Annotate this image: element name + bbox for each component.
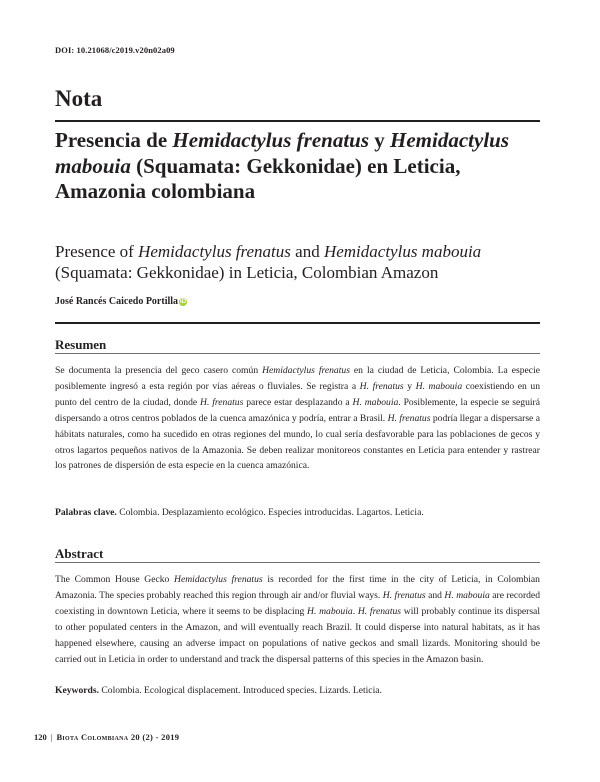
title-spanish: [55, 128, 525, 205]
title-en-part: Presence of: [55, 242, 139, 261]
title-es-species-1: Hemidactylus frenatus: [172, 128, 370, 152]
text-run: are recorded coexisting in downtown Leticia, where it seems to be displacing: [55, 589, 540, 617]
text-run: coexistiendo en un punto del centro de la ciudad, donde: [55, 380, 540, 408]
keywords-spanish: [55, 507, 540, 518]
species-name: H. frenatus: [200, 396, 244, 408]
section-label: Nota: [55, 86, 103, 111]
title-es-species-2: Hemidactylus mabouia: [55, 128, 510, 178]
text-run: y: [403, 380, 416, 392]
keywords-text: Colombia. Ecological displacement. Introduced species. Lizards. Leticia.: [98, 685, 382, 696]
abstract-paragraph: [55, 572, 540, 667]
journal-name: Biota Colombiana 20 (2) - 2019: [56, 732, 180, 742]
species-name: H. mabouia: [444, 589, 490, 601]
text-run: . Posiblemente, la especie se seguirá dispersando a otros centros poblados de la cuenca amazónica y podría, entrar a Brasil.: [55, 396, 540, 424]
resumen-paragraph: [55, 363, 540, 474]
abstract-rule: [55, 562, 540, 563]
title-en-part: and: [290, 242, 324, 261]
species-name: Hemidactylus frenatus: [262, 365, 350, 376]
orcid-icon[interactable]: iD: [180, 299, 187, 305]
doi-line: DOI: 10.21068/c2019.v20n02a09: [55, 45, 175, 55]
keywords-label: Palabras clave.: [55, 507, 117, 518]
title-es-part: y: [369, 128, 391, 152]
text-run: and: [425, 589, 445, 601]
text-run: will probably continue its dispersal to other populated centers in the Amazon, and will eventually reach Brazil. It could disperse into natural habitats, as it has happened elsewhere, causing an adverse impact on populations of native geckos and small lizards. Monitoring should be carried out in Leticia in order to understand and track the dispersal patterns of this species in the Amazon basin.: [55, 605, 540, 665]
title-en-species-1: Hemidactylus frenatus: [138, 242, 291, 261]
page-footer: [34, 732, 179, 742]
keywords-label: Keywords.: [55, 685, 99, 696]
abstract-heading: Abstract: [55, 546, 104, 561]
resumen-rule: [55, 353, 540, 354]
species-name: Hemidactylus frenatus: [174, 574, 263, 585]
keywords-text: Colombia. Desplazamiento ecológico. Especies introducidas. Lagartos. Leticia.: [116, 507, 424, 518]
title-es-part: (Squamata: Gekkonidae) en Leticia, Amazonia colombiana: [55, 153, 461, 203]
title-english: [55, 241, 535, 283]
footer-separator: |: [50, 732, 53, 742]
header-rule: [55, 322, 540, 324]
title-en-species-2: Hemidactylus mabouia: [323, 242, 482, 261]
title-es-part: Presencia de: [55, 128, 173, 152]
author-name: José Rancés Caicedo Portilla: [55, 296, 179, 307]
text-run: en la ciudad de Leticia, Colombia. La especie posiblemente ingresó a esta región por vías aéreas o fluviales. Se registra a: [55, 365, 540, 392]
species-name: H. mabouia: [352, 396, 399, 408]
text-run: .: [352, 605, 358, 617]
author-line: [55, 296, 187, 307]
text-run: podría llegar a dispersarse a hábitats naturales, como ha sucedido en otras regiones del mundo, lo cual sería desfavorable para las poblaciones de gecos y otros lagartos pequeños nativos de la Amazonia. Se deben realizar monitoreos constantes en Leticia para entender y rastrear los patrones de dispersión de esta especie en la cuenca amazónica.: [55, 412, 540, 472]
text-run: is recorded for the first time in the city of Leticia, in Colombian Amazonia. The species probably reached this region through air and/or fluvial ways.: [55, 574, 540, 601]
page-number: 120: [34, 732, 47, 742]
species-name: H. frenatus: [359, 380, 404, 392]
species-name: H. frenatus: [387, 412, 431, 424]
text-run: Se documenta la presencia del geco casero común: [55, 365, 263, 376]
text-run: The Common House Gecko: [55, 574, 175, 585]
species-name: H. mabouia: [307, 605, 353, 617]
species-name: H. frenatus: [357, 605, 402, 617]
species-name: H. frenatus: [382, 589, 426, 601]
title-en-part: (Squamata: Gekkonidae) in Leticia, Colombian Amazon: [55, 263, 439, 282]
species-name: H. mabouia: [415, 380, 463, 392]
resumen-heading: Resumen: [55, 337, 107, 352]
text-run: parece estar desplazando a: [243, 396, 353, 408]
section-rule: [55, 120, 540, 122]
keywords-english: [55, 685, 540, 696]
